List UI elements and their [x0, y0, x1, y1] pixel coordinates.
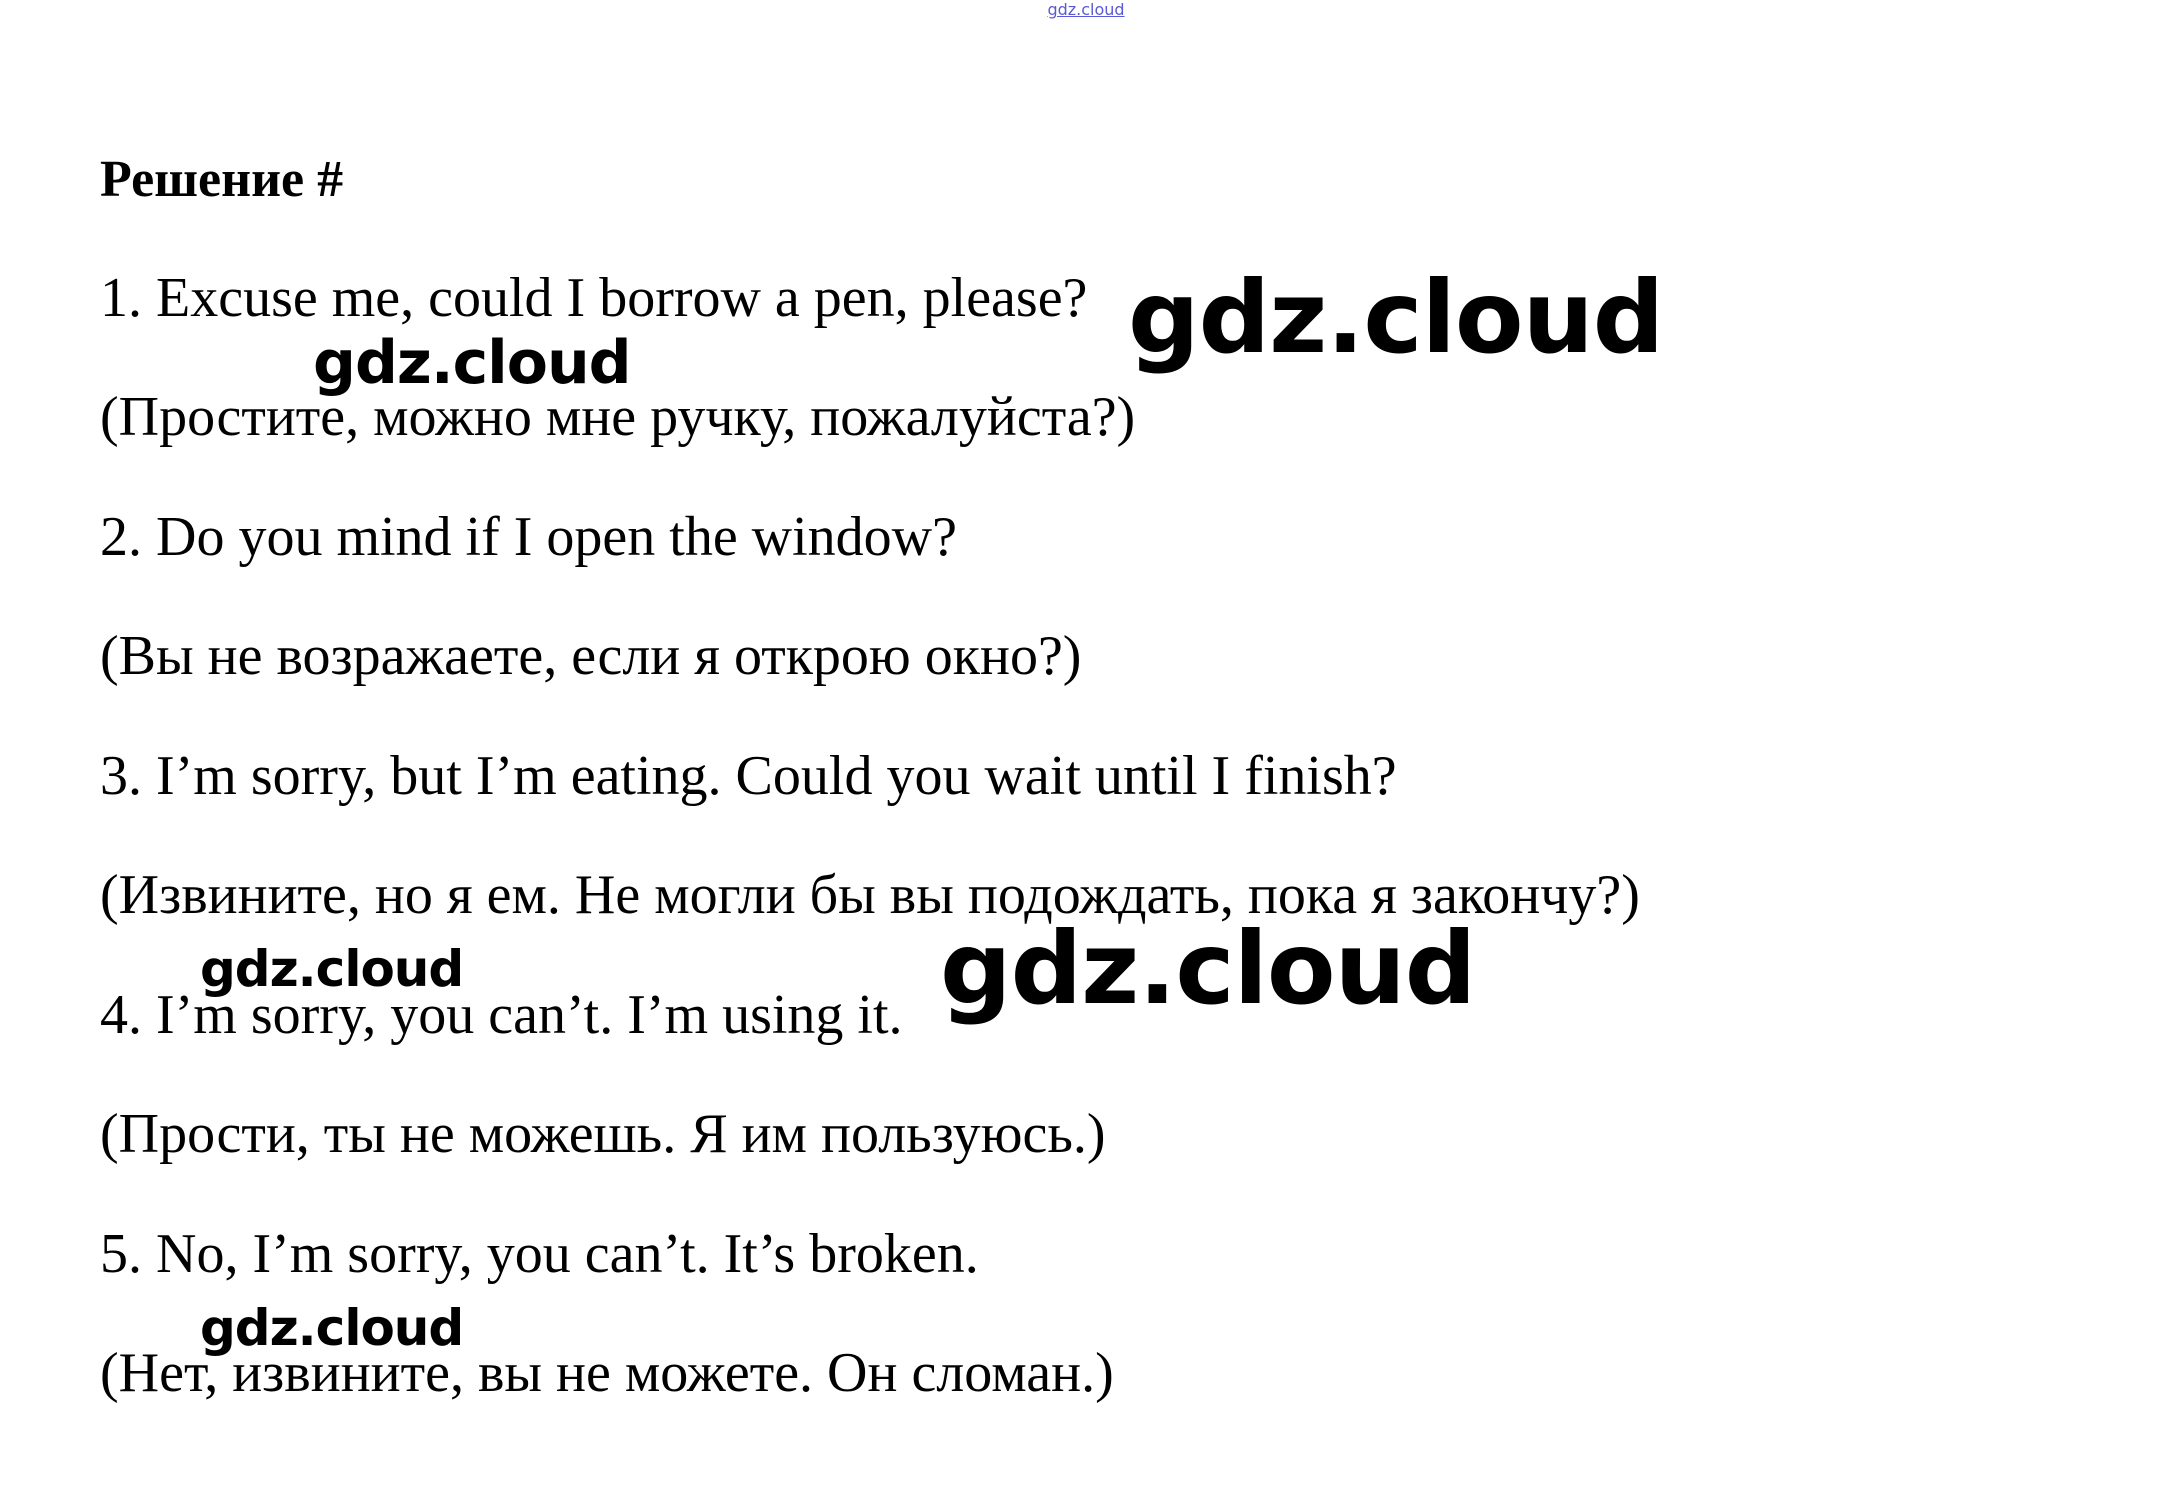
answer-4-english: 4. I’m sorry, you can’t. I’m using it.	[100, 984, 903, 1046]
answer-4-russian: (Прости, ты не можешь. Я им пользуюсь.)	[100, 1103, 1106, 1165]
watermark-large-top: gdz.cloud	[1128, 259, 1664, 376]
answer-5-english: 5. No, I’m sorry, you can’t. It’s broken.	[100, 1223, 979, 1285]
page-heading: Решение #	[100, 151, 344, 208]
answer-1-russian: (Простите, можно мне ручку, пожалуйста?)	[100, 386, 1136, 448]
answer-3-russian: (Извините, но я ем. Не могли бы вы подождать, пока я закончу?)	[100, 864, 1640, 926]
watermark-medium-top: gdz.cloud	[313, 328, 631, 398]
answer-2-english: 2. Do you mind if I open the window?	[100, 506, 957, 568]
watermark-large-middle: gdz.cloud	[940, 910, 1476, 1027]
watermark-small-middle: gdz.cloud	[200, 940, 464, 998]
answer-5-russian: (Нет, извините, вы не можете. Он сломан.)	[100, 1342, 1114, 1404]
answer-3-english: 3. I’m sorry, but I’m eating. Could you wait until I finish?	[100, 745, 1397, 807]
answer-2-russian: (Вы не возражаете, если я открою окно?)	[100, 625, 1082, 687]
header-link[interactable]: gdz.cloud	[1047, 0, 1125, 19]
watermark-small-bottom: gdz.cloud	[200, 1299, 464, 1357]
answer-1-english: 1. Excuse me, could I borrow a pen, please?	[100, 267, 1088, 329]
